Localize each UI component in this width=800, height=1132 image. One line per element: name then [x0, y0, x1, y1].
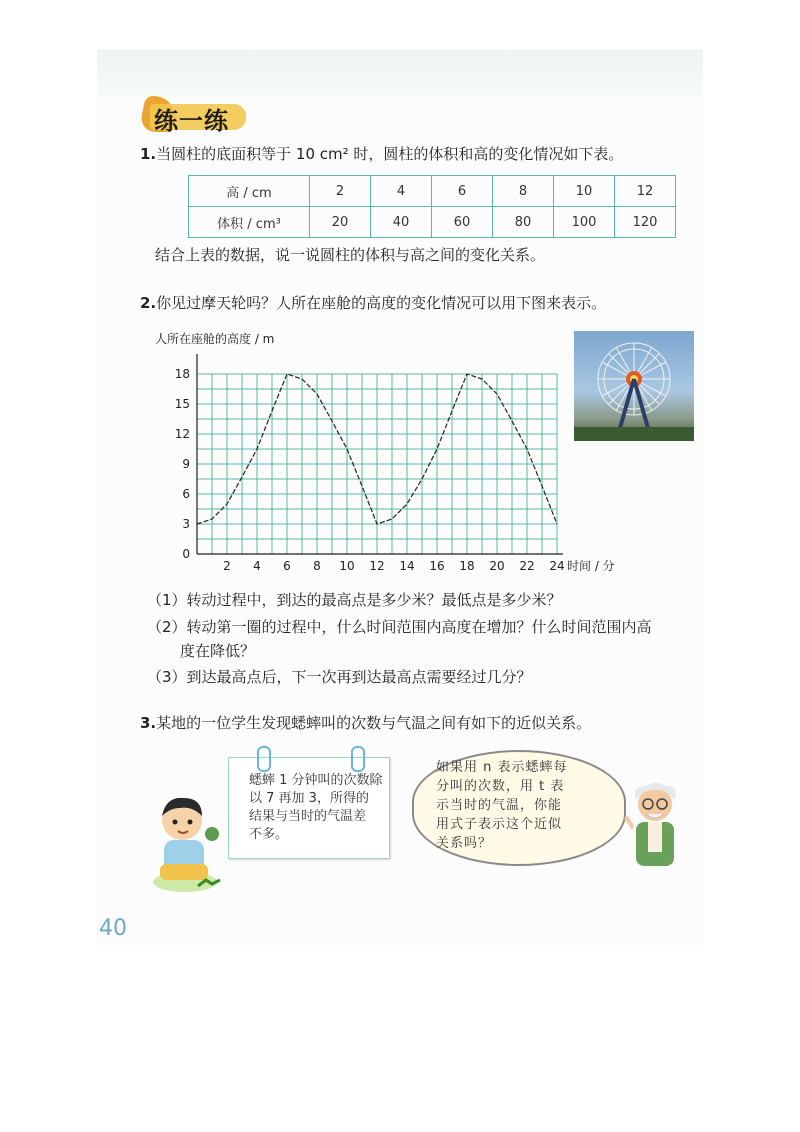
speech-bubble	[412, 750, 626, 866]
page-number: 40	[99, 916, 127, 941]
note-line: 不多。	[249, 827, 289, 842]
x-tick-label: 14	[399, 559, 415, 573]
table-header-volume: 体积 / cm³	[189, 207, 310, 238]
grandpa-illustration-icon	[622, 778, 688, 870]
question-3-text: 某地的一位学生发现蟋蟀叫的次数与气温之间有如下的近似关系。	[156, 714, 592, 732]
x-axis-label: 时间 / 分	[567, 559, 615, 573]
question-2-sub-1: （1）转动过程中，到达的最高点是多少米？最低点是多少米？	[147, 591, 562, 609]
x-tick-label: 16	[429, 559, 445, 573]
bubble-line: 分叫的次数，用 t 表	[436, 779, 565, 794]
question-2-sub-2-line-1: （2）转动第一圈的过程中，什么时间范围内高度在增加？什么时间范围内高	[147, 618, 652, 636]
x-tick-label: 8	[313, 559, 321, 573]
question-3-number: 3.	[140, 714, 157, 732]
question-1	[140, 144, 623, 164]
question-2-number: 2.	[140, 294, 157, 312]
y-axis-label: 人所在座舱的高度 / m	[155, 332, 275, 346]
page-top-band	[97, 50, 703, 96]
table-cell: 4	[371, 176, 432, 207]
question-1-follow-up: 结合上表的数据，说一说圆柱的体积与高之间的变化关系。	[155, 246, 546, 264]
question-1-text: 当圆柱的底面积等于 10 cm² 时，圆柱的体积和高的变化情况如下表。	[156, 145, 624, 163]
table-cell: 100	[554, 207, 615, 238]
x-tick-label: 22	[519, 559, 535, 573]
question-2-sub-2-line-2: 度在降低？	[180, 642, 256, 660]
note-line: 结果与当时的气温差	[249, 809, 367, 824]
origin-label: 0	[182, 547, 190, 561]
x-tick-label: 18	[459, 559, 475, 573]
table-cell: 6	[432, 176, 493, 207]
table-row-height	[189, 176, 676, 207]
bubble-line: 用式子表示这个近似	[436, 817, 563, 832]
question-2-sub-3: （3）到达最高点后，下一次再到达最高点需要经过几分？	[147, 668, 532, 686]
table-cell: 60	[432, 207, 493, 238]
question-1-number: 1.	[140, 145, 157, 163]
y-tick-label: 6	[182, 487, 190, 501]
table-cell: 120	[615, 207, 676, 238]
note-card	[228, 757, 390, 859]
bubble-line: 如果用 n 表示蟋蟀每	[436, 760, 568, 775]
table-cell: 10	[554, 176, 615, 207]
table-cell: 12	[615, 176, 676, 207]
table-header-height: 高 / cm	[189, 176, 310, 207]
question-2	[140, 293, 606, 313]
x-tick-label: 10	[339, 559, 355, 573]
ferris-wheel-icon	[574, 331, 694, 441]
x-tick-label: 4	[253, 559, 261, 573]
section-heading-badge	[132, 96, 248, 135]
x-tick-label: 6	[283, 559, 291, 573]
ferris-wheel-photo	[574, 331, 694, 441]
table-cell: 80	[493, 207, 554, 238]
boy-illustration-icon	[140, 790, 230, 895]
table-cell: 2	[310, 176, 371, 207]
height-volume-table	[188, 175, 676, 238]
y-tick-label: 12	[174, 427, 190, 441]
y-tick-label: 18	[174, 367, 190, 381]
table-row-volume	[189, 207, 676, 238]
paper-clip-icon	[351, 746, 365, 772]
y-tick-label: 9	[182, 457, 190, 471]
note-line: 蟋蟀 1 分钟叫的次数除	[249, 773, 383, 788]
table-cell: 40	[371, 207, 432, 238]
x-tick-label: 24	[549, 559, 565, 573]
question-2-text: 你见过摩天轮吗？人所在座舱的高度的变化情况可以用下图来表示。	[156, 294, 607, 312]
paper-clip-icon	[257, 746, 271, 772]
bubble-line: 示当时的气温，你能	[436, 798, 563, 813]
x-tick-label: 12	[369, 559, 385, 573]
y-tick-label: 15	[174, 397, 190, 411]
question-3	[140, 713, 591, 733]
section-heading: 练一练	[154, 107, 229, 135]
x-tick-label: 2	[223, 559, 231, 573]
table-cell: 8	[493, 176, 554, 207]
x-tick-label: 20	[489, 559, 505, 573]
bubble-line: 关系吗？	[436, 836, 493, 851]
note-line: 以 7 再加 3，所得的	[249, 791, 369, 806]
y-tick-label: 3	[182, 517, 190, 531]
table-cell: 20	[310, 207, 371, 238]
